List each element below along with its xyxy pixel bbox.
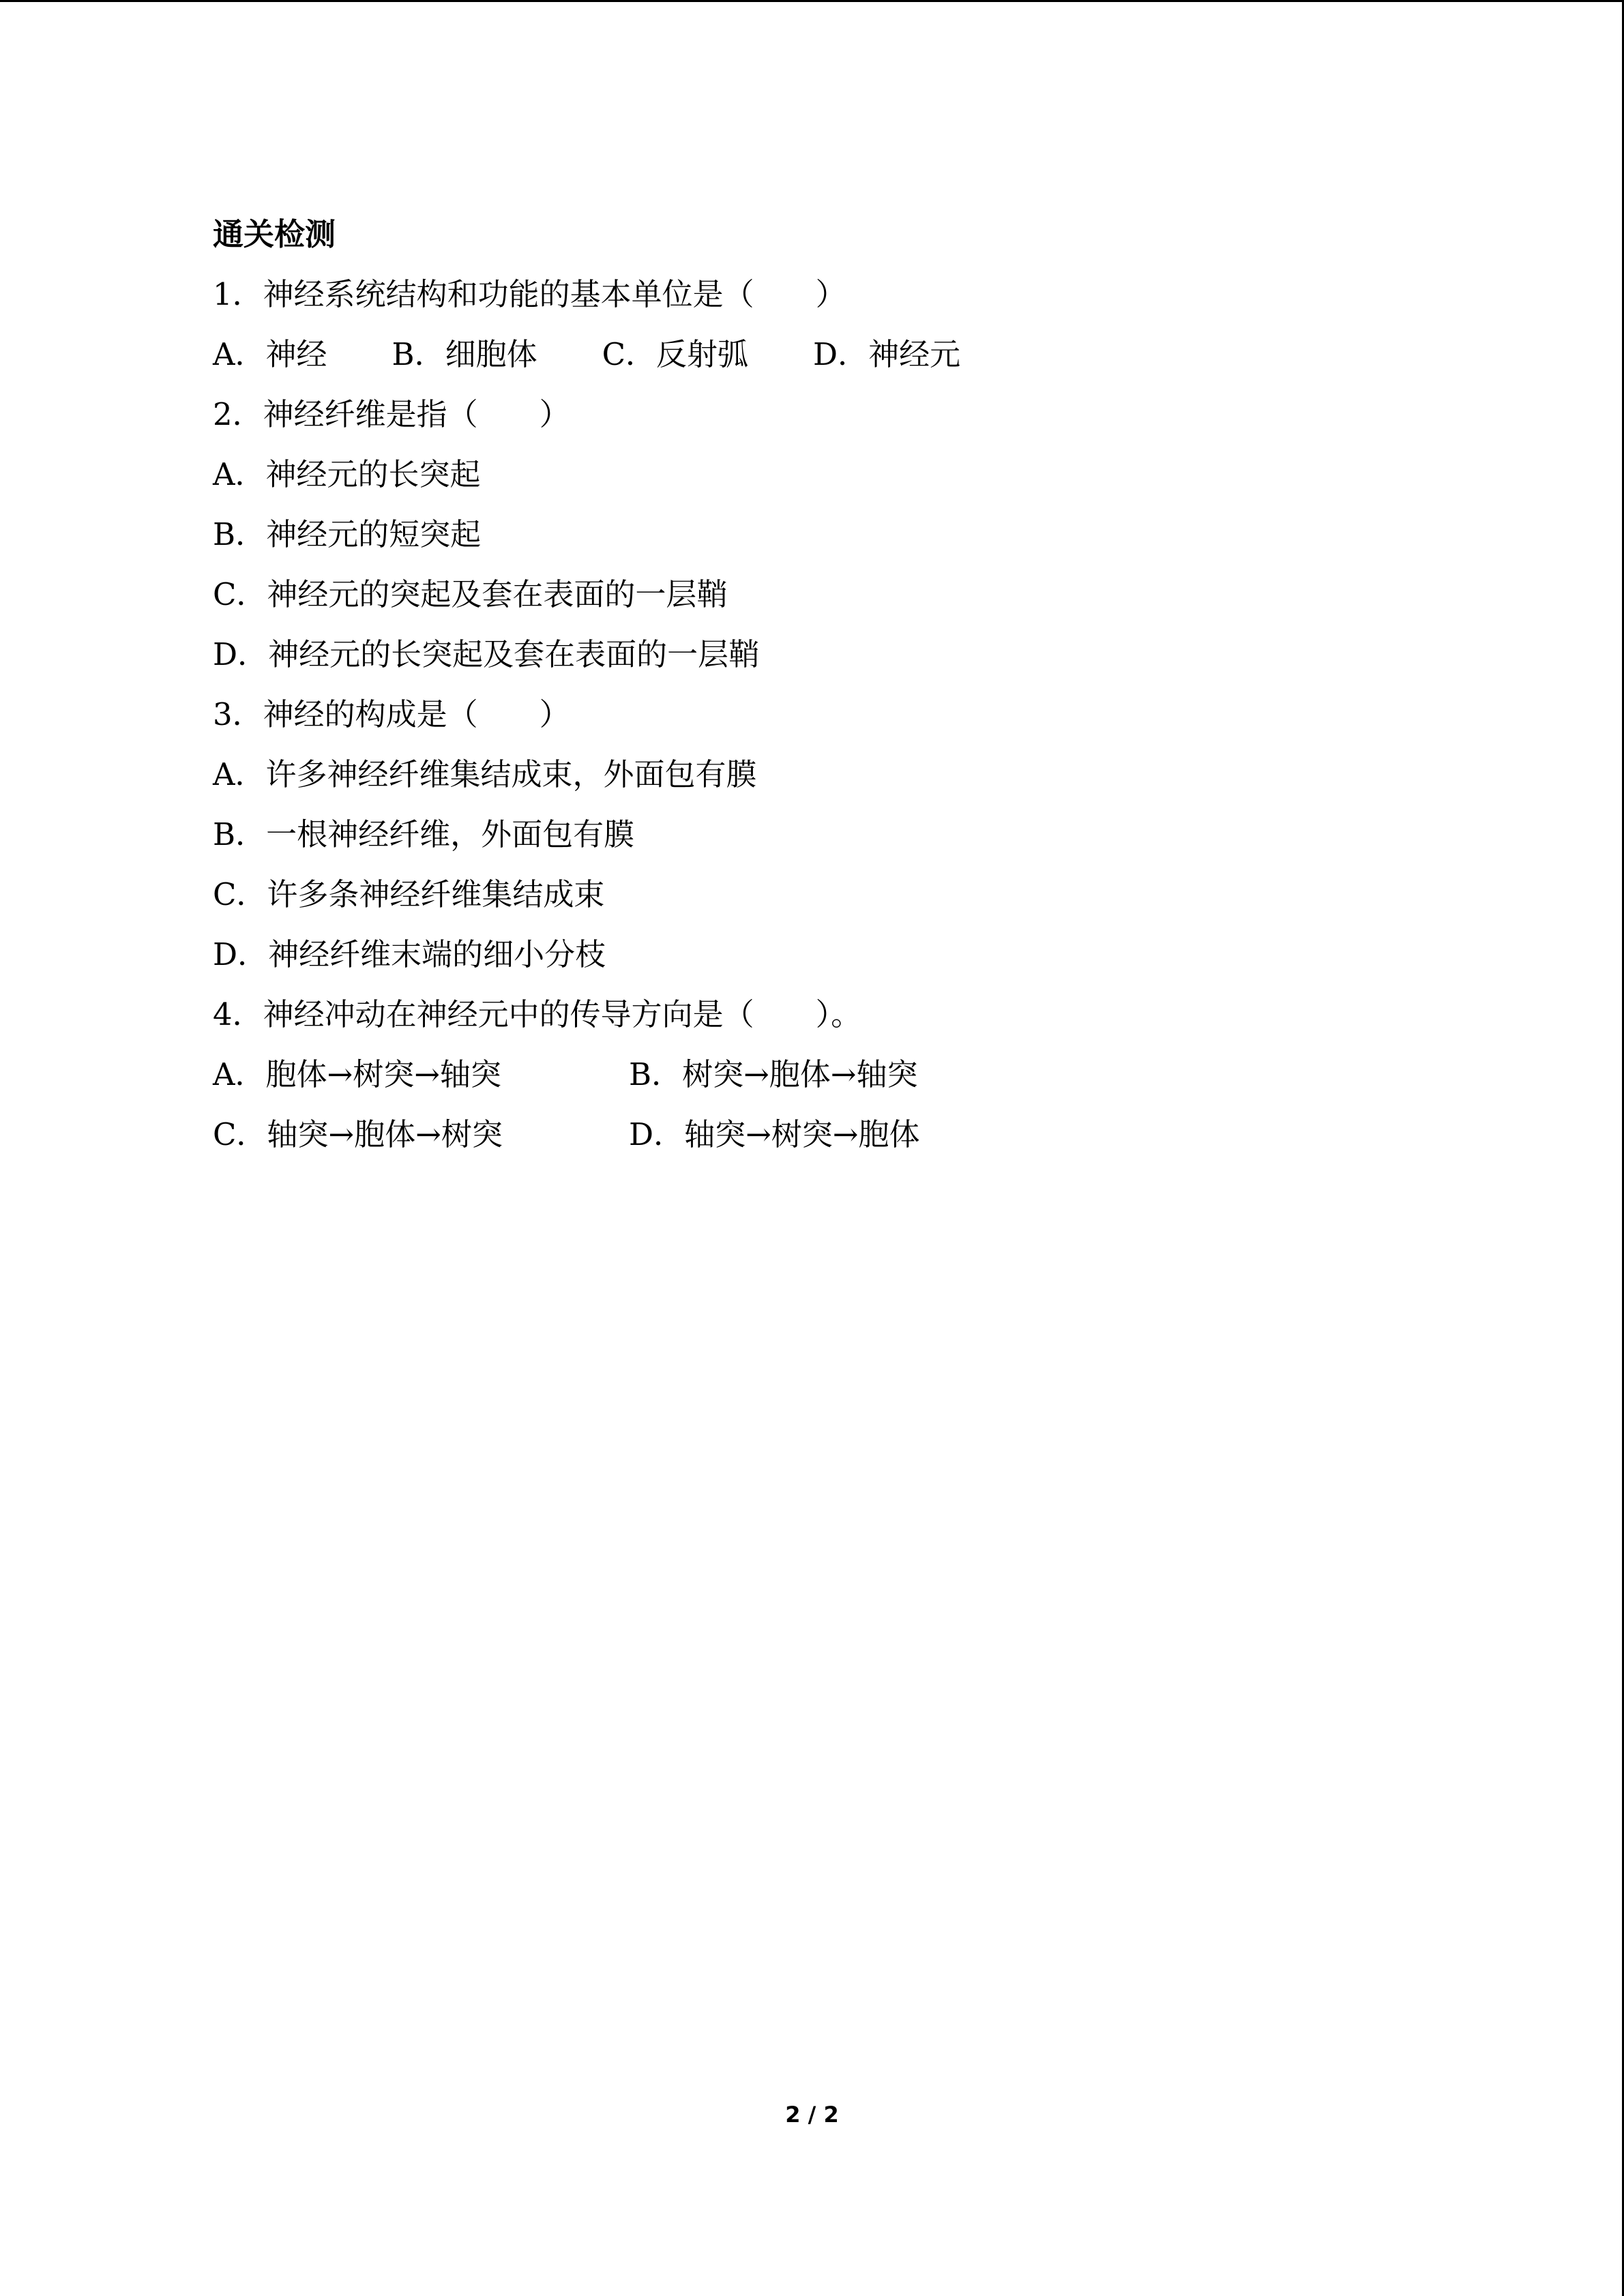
question-4-option-b: B．树突→胞体→轴突 [629,1056,918,1092]
question-1-option-d: D．神经元 [813,336,961,372]
question-2-option-d: D．神经元的长突起及套在表面的一层鞘 [213,636,760,672]
question-4-stem: 4．神经冲动在神经元中的传导方向是（ ）。 [213,996,862,1032]
question-1-options [213,325,1441,385]
question-4-option-a: A．胞体→树突→轴突 [213,1056,501,1092]
question-3-option-a: A．许多神经纤维集结成束，外面包有膜 [213,756,757,792]
question-4-option-d: D．轴突→树突→胞体 [629,1116,920,1152]
question-3-option-d: D．神经纤维末端的细小分枝 [213,936,606,972]
question-2-stem: 2．神经纤维是指（ ） [213,396,570,432]
question-2-option-b: B．神经元的短突起 [213,516,482,552]
question-3-option-c: C．许多条神经纤维集结成束 [213,876,605,912]
question-1-option-a: A．神经 [213,336,327,372]
question-2-option-a: A．神经元的长突起 [213,456,481,492]
question-3-option-b: B．一根神经纤维，外面包有膜 [213,816,635,852]
page-number: 2 / 2 [785,2102,839,2128]
question-1-option-c: C．反射弧 [602,336,749,372]
question-4-option-c: C．轴突→胞体→树突 [213,1116,503,1152]
section-title: 通关检测 [213,216,336,252]
question-4-options-row-2 [213,1105,1441,1165]
page-border-top [0,0,1624,2]
question-3-stem: 3．神经的构成是（ ） [213,696,570,732]
question-4-options-row-1 [213,1045,1441,1105]
question-1-option-b: B．细胞体 [392,336,537,372]
document-body [213,205,1441,1165]
question-1-stem: 1．神经系统结构和功能的基本单位是（ ） [213,276,846,312]
question-2-option-c: C．神经元的突起及套在表面的一层鞘 [213,576,728,612]
